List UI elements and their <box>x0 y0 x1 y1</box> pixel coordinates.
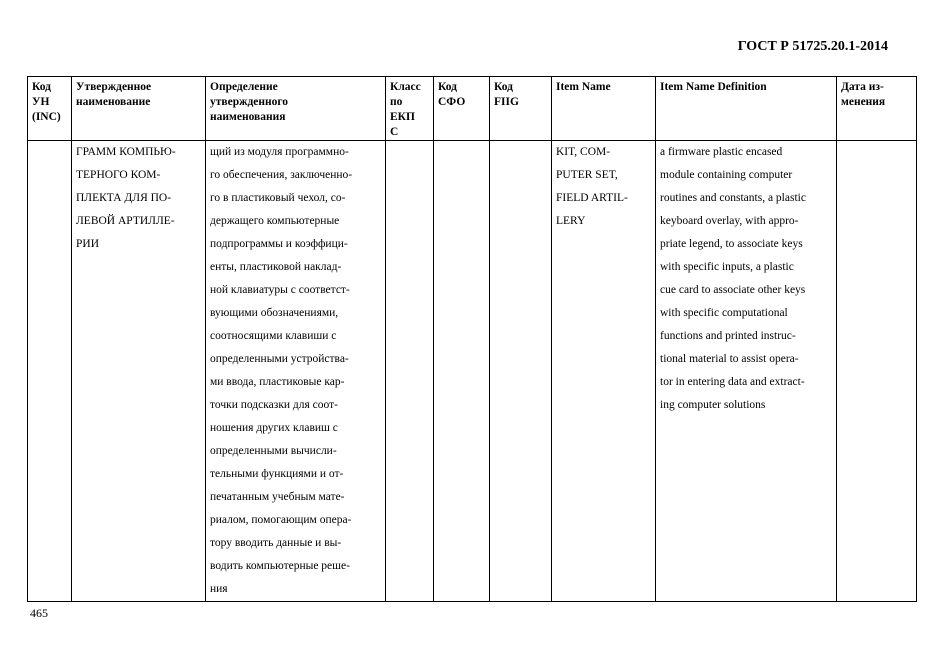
header-item-name-definition: Item Name Definition <box>656 77 837 141</box>
header-ekps-class: Класс по ЕКП С <box>386 77 434 141</box>
table-header-row <box>28 77 917 141</box>
document-code: ГОСТ Р 51725.20.1-2014 <box>737 39 888 54</box>
header-inc: Код УН (INC) <box>28 77 72 141</box>
header-item-name: Item Name <box>552 77 656 141</box>
cell-fiig-code <box>490 141 552 602</box>
cell-ekps-class <box>386 141 434 602</box>
header-approved-name: Утвержденное наименование <box>72 77 206 141</box>
cell-definition: щий из модуля программно- го обеспечения, заключенно- го в пластиковый чехол, со- держащего компьютерные подпрограммы и коэффици- енты, пластиковой наклад- ной клавиатуры с соответст- вующими обозначениями, соотносящими клавиши с определенными устройства- ми ввода, пластиковые кар- точки подсказки для соот- ношения других клавиш с определенными вычисли- тельными функциями и от- печатанным учебным мате- риалом, помогающим опера- тору вводить данные и вы- водить компьютерные реше- ния <box>206 141 386 602</box>
gost-table <box>27 76 917 602</box>
cell-sfo-code <box>434 141 490 602</box>
cell-approved-name: ГРАММ КОМПЬЮ- ТЕРНОГО КОМ- ПЛЕКТА ДЛЯ ПО- ЛЕВОЙ АРТИЛЛЕ- РИИ <box>72 141 206 602</box>
table-row <box>28 141 917 602</box>
header-fiig-code: Код FIIG <box>490 77 552 141</box>
cell-inc <box>28 141 72 602</box>
cell-item-name-definition: a firmware plastic encased module containing computer routines and constants, a plastic keyboard overlay, with appro- priate legend, to associate keys with specific inputs, a plastic cue card to associate other keys with specific computational functions and printed instruc- tional material to assist opera- tor in entering data and extract- ing computer solutions <box>656 141 837 602</box>
header-definition: Определение утвержденного наименования <box>206 77 386 141</box>
header-sfo-code: Код СФО <box>434 77 490 141</box>
header-change-date: Дата из- менения <box>837 77 917 141</box>
cell-change-date <box>837 141 917 602</box>
page-number: 465 <box>30 606 48 620</box>
cell-item-name: KIT, COM- PUTER SET, FIELD ARTIL- LERY <box>552 141 656 602</box>
